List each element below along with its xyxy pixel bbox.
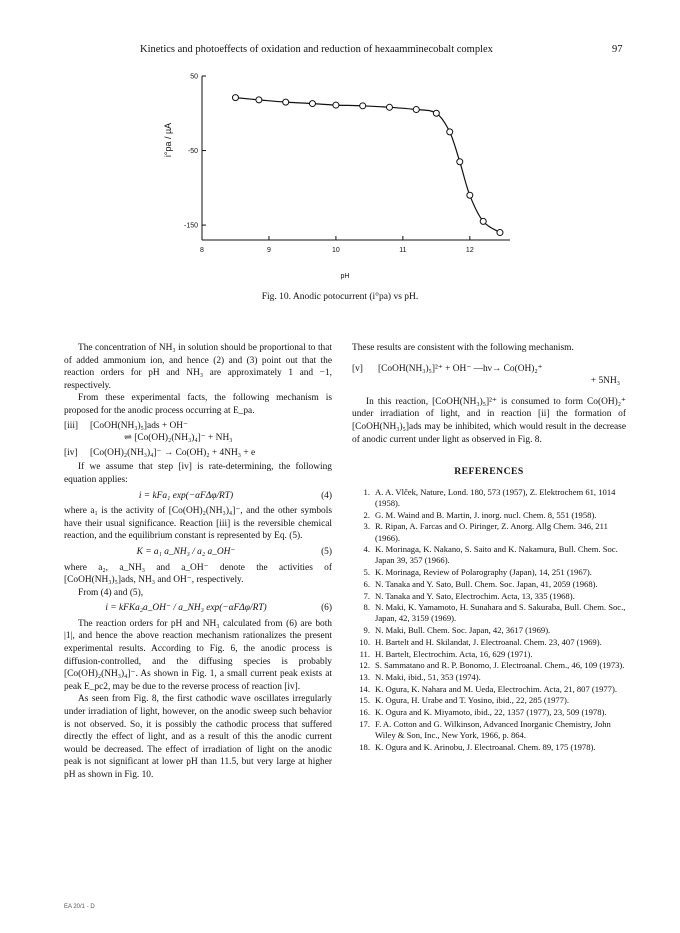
left-column [64, 342, 332, 782]
equation-text: i = kFa₁ exp(−αFΔφ/RT) [138, 490, 234, 501]
paragraph: where a₁ is the activity of [Co(OH)₂(NH₃)₄]⁻, and the other symbols have their usual significance. Reaction [iii] is the reversible chemical reaction, and the equilibrium constant is represented by Eq. (5). [64, 506, 332, 542]
reaction-label: [v] [352, 363, 363, 374]
reference-number: 13. [359, 672, 370, 682]
reference-text: N. Maki, ibid., 51, 353 (1974). [375, 672, 481, 682]
reference-item [352, 579, 626, 590]
reference-text: K. Morinaga, K. Nakano, S. Saito and K. Nakamura, Bull. Chem. Soc. Japan 39, 357 (1966). [375, 544, 618, 566]
reference-number: 15. [359, 695, 370, 706]
reference-item [352, 684, 626, 695]
data-point [433, 110, 439, 116]
y-tick-label: -50 [187, 148, 198, 156]
x-tick-label: 12 [465, 247, 474, 254]
reference-text: S. Sammatano and R. P. Bonomo, J. Electroanal. Chem., 46, 109 (1973). [375, 660, 625, 671]
reaction-label: [iii] [64, 420, 79, 431]
data-point [480, 218, 486, 224]
reference-text: N. Tanaka and Y. Sato, Bull. Chem. Soc. Japan, 41, 2059 (1968). [375, 578, 598, 589]
reference-number: 5. [363, 567, 370, 578]
figure-caption: Fig. 10. Anodic potocurrent (i°pa) vs pH. [261, 292, 419, 302]
references-list [352, 487, 626, 753]
reference-item [352, 625, 626, 636]
figure-10-chart [150, 68, 530, 283]
reference-item [352, 742, 626, 753]
paragraph: These results are consistent with the following mechanism. [352, 343, 574, 353]
x-tick-label: 8 [200, 247, 204, 254]
data-point [283, 99, 289, 105]
reference-item [352, 567, 626, 578]
paragraph: If we assume that step [iv] is rate-determining, the following equation applies: [64, 462, 332, 485]
reaction-iii [64, 420, 332, 445]
footer-code: EA 20/1 - D [64, 904, 95, 910]
reference-item [352, 487, 626, 509]
paragraph: From these experimental facts, the following mechanism is proposed for the anodic process occurring at E_pa. [64, 393, 332, 416]
reference-text: N. Maki, K. Yamamoto, H. Sunahara and S. Sakuraba, Bull. Chem. Soc., Japan, 42, 3159 (1969). [375, 602, 626, 624]
reference-item [352, 510, 626, 521]
paragraph: The concentration of NH₃ in solution should be proportional to that of added ammonium ion, and hence (2) and (3) point out that the reaction orders for pH and NH₃ are approximately 1 and −1, respectively. [64, 343, 332, 391]
reference-text: K. Morinaga, Review of Polarography (Japan), 14, 251 (1967). [375, 567, 592, 578]
right-column [352, 342, 626, 753]
data-point [232, 95, 238, 101]
data-point [447, 129, 453, 135]
reference-text: F. A. Cotton and G. Wilkinson, Advanced Inorganic Chemistry, John Wiley & Son, Inc., New York, 1966, p. 864. [375, 718, 611, 741]
equation-number: (5) [321, 546, 332, 557]
page-header [0, 44, 680, 60]
reference-item [352, 637, 626, 648]
reference-number: 11. [359, 648, 370, 659]
references-heading: REFERENCES [454, 466, 524, 478]
reference-text: K. Ogura, K. Nahara and M. Ueda, Electrochim. Acta, 21, 807 (1977). [375, 683, 617, 694]
reference-number: 9. [363, 625, 370, 636]
reference-text: R. Ripan, A. Farcas and O. Piringer, Z. Anorg. Allg Chem. 346, 211 (1966). [375, 521, 608, 543]
y-tick-label: -150 [183, 222, 198, 230]
paragraph: where a₂, a_NH₃ and a_OH⁻ denote the activities of [CoOH(NH₃)₅]ads, NH₃ and OH⁻, respectively. [64, 562, 332, 586]
reference-number: 16. [359, 707, 370, 718]
equation-text: i = kFKa₂a_OH⁻ / a_NH₃ exp(−αFΔφ/RT) [105, 603, 267, 614]
reference-item [352, 544, 626, 566]
data-point [386, 104, 392, 110]
reference-number: 4. [363, 544, 370, 555]
x-tick-label: 10 [332, 247, 340, 254]
reference-text: N. Maki, Bull. Chem. Soc. Japan, 42, 3617 (1969). [375, 625, 551, 636]
reference-number: 8. [363, 602, 370, 613]
reference-number: 10. [359, 636, 370, 647]
reference-number: 3. [363, 521, 370, 532]
page-number: 97 [612, 44, 623, 55]
y-tick-label: 50 [190, 73, 198, 81]
paragraph: As seen from Fig. 8, the first cathodic wave oscillates irregularly under irradiation of light, however, on the anodic sweep such behavior is not observed. So, it is possibly the cathodic process that suffered directly the effect of light, and as a result of this the anodic current would be decreased. The effect of irradiation of light on the anodic peak is not significant at lower pH than 11.5, but very large at higher pH as shown in Fig. 10. [64, 694, 332, 780]
x-tick-label: 11 [399, 247, 407, 254]
reaction-text: [CoOH(NH₃)₅]²⁺ + OH⁻ —hν→ Co(OH)₂⁺ [378, 363, 543, 374]
data-point [497, 230, 503, 236]
reference-text: H. Bartelt and H. Skilandat, J. Electroanal. Chem. 23, 407 (1969). [375, 636, 602, 647]
reaction-label: [iv] [64, 447, 78, 458]
data-point [467, 192, 473, 198]
reference-number: 6. [363, 578, 370, 589]
reaction-v [352, 363, 626, 388]
reference-text: K. Ogura and K. Miyamoto, ibid., 22, 1357 (1977), 23, 509 (1978). [375, 707, 607, 718]
running-title: Kinetics and photoeffects of oxidation and reduction of hexaamminecobalt complex [140, 44, 493, 55]
reference-item [352, 660, 626, 671]
paragraph: From (4) and (5), [78, 587, 144, 598]
reference-number: 18. [359, 741, 370, 752]
reference-text: A. A. Vlček, Nature, Lond. 180, 573 (1957), Z. Elektrochem 61, 1014 (1958). [375, 486, 616, 508]
equation-text: K = a₁ a_NH₃ / a₂ a_OH⁻ [136, 546, 236, 557]
reference-number: 1. [363, 486, 370, 497]
reference-item [352, 591, 626, 602]
reaction-text: ⇌ [Co(OH)₂(NH₃)₄]⁻ + NH₃ [124, 433, 233, 444]
reference-number: 14. [359, 683, 370, 694]
x-axis-label: pH [340, 273, 350, 280]
data-point [333, 102, 339, 108]
reference-text: K. Ogura and K. Arinobu, J. Electroanal. Chem. 89, 175 (1978). [375, 741, 596, 752]
x-tick-label: 9 [267, 247, 271, 254]
chart-points-layer [232, 95, 502, 236]
reference-item [352, 695, 626, 706]
data-point [457, 159, 463, 165]
equation-6 [64, 602, 332, 615]
reaction-text: + 5NH₃ [590, 376, 620, 387]
data-point [413, 107, 419, 113]
reference-number: 2. [363, 509, 370, 520]
reference-item [352, 672, 626, 683]
paragraph: In this reaction, [CoOH(NH₃)₅]²⁺ is consumed to form Co(OH)₂⁺ under irradiation of light, and in reaction [ii] the formation of [CoOH(NH₃)₅]ads may be inhibited, which would result in the decrease of anodic current under light as observed in Fig. 8. [352, 396, 626, 445]
reference-number: 7. [363, 590, 370, 601]
y-axis-label: i°pa / µA [163, 122, 173, 158]
reference-item [352, 602, 626, 624]
equation-number: (6) [321, 603, 332, 614]
reference-text: H. Bartelt, Electrochim. Acta, 16, 629 (1971). [375, 648, 533, 659]
reference-text: N. Tanaka and Y. Sato, Electrochim. Acta, 13, 335 (1968). [375, 590, 575, 601]
equation-5 [64, 546, 332, 559]
data-point [309, 101, 315, 107]
equation-4 [64, 490, 332, 503]
equation-number: (4) [321, 490, 332, 501]
data-point [360, 103, 366, 109]
reaction-text: [CoOH(NH₃)₅]ads + OH⁻ [90, 420, 189, 431]
reference-number: 12. [359, 660, 370, 671]
reference-item [352, 649, 626, 660]
reaction-iv [64, 447, 332, 460]
reference-item [352, 707, 626, 718]
reference-item [352, 719, 626, 741]
reference-text: G. M. Waind and B. Martin, J. inorg. nucl. Chem. 8, 551 (1958). [375, 509, 597, 520]
reaction-text: [Co(OH)₂(NH₃)₄]⁻ → Co(OH)₂ + 4NH₃ + e [90, 447, 256, 458]
reference-text: K. Ogura, H. Urabe and T. Yosino, ibid., 22, 285 (1977). [375, 695, 569, 706]
reference-item [352, 521, 626, 543]
reference-number: 17. [359, 718, 370, 729]
paragraph: The reaction orders for pH and NH₃ calculated from (6) are both |1|, and hence the above reaction mechanism rationalizes the present experimental results. According to Fig. 6, the anodic process is diffusion-controlled, and the diffusing species is probably [Co(OH)₂(NH₃)₄]⁻. As shown in Fig. 1, a small current peak exists at peak E_pc2, may be due to the reverse process of reaction [iv]. [64, 618, 332, 692]
data-point [256, 97, 262, 103]
